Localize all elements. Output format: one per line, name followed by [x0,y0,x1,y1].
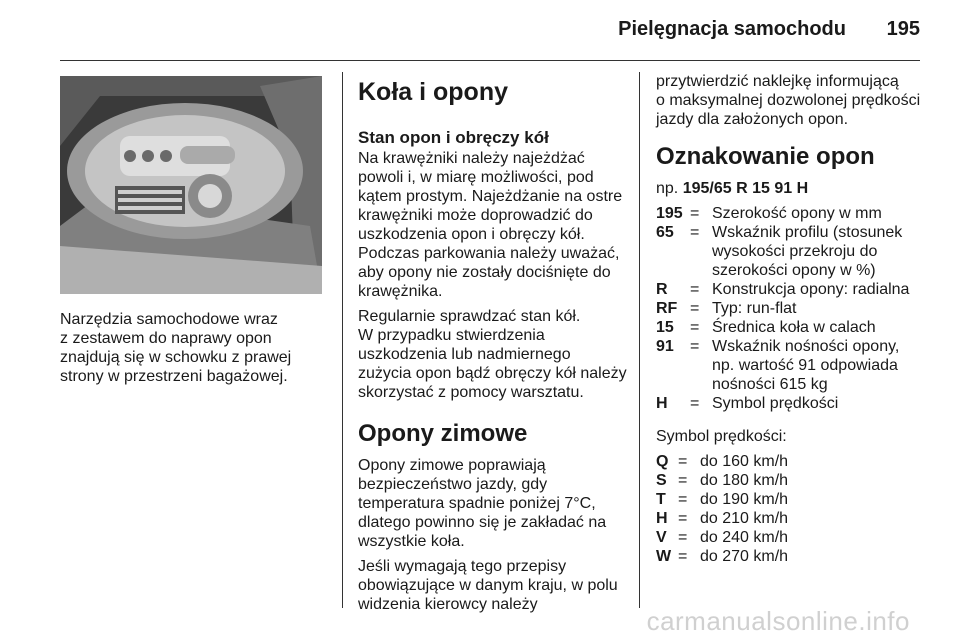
definition-row [656,394,909,413]
marking-example [656,179,926,198]
row-equals: = [690,224,700,241]
speed-row [656,547,788,566]
row-value: do 210 km/h [700,510,789,527]
row-key: RF [656,300,678,317]
heading-tyre-marking: Oznakowanie opon [656,143,875,170]
definition-row [656,280,909,299]
row-value: do 240 km/h [700,529,789,546]
trunk-compartment-illustration [60,76,322,294]
row-value: Wskaźnik nośności opony, np. wartość 91 odpowiada nośności 615 kg [712,338,900,393]
row-equals: = [690,205,700,222]
row-equals: = [678,510,688,527]
paragraph-check: Regularnie sprawdzać stan kół. W przypadku stwierdzenia uszkodzenia lub nadmiernego zużycia opon bądź obręczy kół należy skorzystać z pomocy warsztatu. [358,308,627,401]
row-key: 15 [656,319,674,336]
definition-row [656,204,909,223]
speed-symbol-label: Symbol prędkości: [656,428,787,445]
example-prefix: np. [656,180,679,197]
row-equals: = [678,453,688,470]
left-column [60,72,325,386]
paragraph-winter: Opony zimowe poprawiają bezpieczeństwo jazdy, gdy temperatura spadnie poniżej 7°C, dlatego powinno się je zakładać na wszystkie koła. [358,457,607,550]
watermark: carmanualsonline.info [646,606,910,636]
speed-row [656,471,788,490]
speed-row [656,490,788,509]
paragraph-regulations: Jeśli wymagają tego przepisy obowiązujące w danym kraju, w polu widzenia kierowcy należy [358,558,618,613]
row-equals: = [678,548,688,565]
row-value: Średnica koła w calach [712,319,876,336]
row-key: S [656,472,667,489]
row-equals: = [690,395,700,412]
photo-caption: Narzędzia samochodowe wraz z zestawem do naprawy opon znajdują się w schowku z prawej strony w przestrzeni bagażowej. [60,311,292,385]
definition-row [656,223,909,280]
row-value: Wskaźnik profilu (stosunek wysokości przekroju do szerokości opony w %) [712,224,903,279]
row-value: Szerokość opony w mm [712,205,882,222]
trunk-tool-kit-photo [60,76,322,294]
row-key: 91 [656,338,674,355]
row-value: do 180 km/h [700,472,789,489]
row-key: H [656,395,668,412]
subheading-tyre-condition: Stan opon i obręczy kół [358,128,549,147]
heading-winter-tyres: Opony zimowe [358,420,528,447]
paragraph-curbs: Na krawężniki należy najeżdżać powoli i, w miarę możliwości, pod kątem prostym. Najeżdżanie na ostre krawężniki może doprowadzić do uszkodzenia opon i obręczy kół. Podczas parkowania należy uważać, aby opony nie zostały dociśnięte do krawężnika. [358,150,623,300]
row-equals: = [678,529,688,546]
row-key: W [656,548,672,565]
right-column [656,72,926,580]
row-value: do 270 km/h [700,548,789,565]
page-number: 195 [886,18,920,40]
row-equals: = [678,472,688,489]
speed-row [656,452,788,471]
row-equals: = [690,319,700,336]
column-divider-2 [639,72,640,608]
row-key: T [656,491,666,508]
definition-row [656,318,909,337]
row-key: R [656,281,668,298]
row-value: Symbol prędkości [712,395,839,412]
row-value: do 160 km/h [700,453,789,470]
marking-definitions-table [656,204,909,413]
middle-column [358,72,628,620]
row-value: Konstrukcja opony: radialna [712,281,910,298]
definition-row [656,337,909,394]
speed-row [656,509,788,528]
column-divider-1 [342,72,343,608]
row-equals: = [690,338,700,355]
row-equals: = [690,281,700,298]
definition-row [656,299,909,318]
row-key: H [656,510,668,527]
section-title: Pielęgnacja samochodu [618,18,846,40]
example-code: 195/65 R 15 91 H [682,180,809,197]
row-key: 65 [656,224,674,241]
row-key: V [656,529,667,546]
row-value: do 190 km/h [700,491,789,508]
speed-row [656,528,788,547]
row-equals: = [678,491,688,508]
row-equals: = [690,300,700,317]
row-value: Typ: run-flat [712,300,797,317]
header-divider [60,60,920,61]
row-key: 195 [656,205,683,222]
speed-symbols-table [656,452,788,566]
row-key: Q [656,453,669,470]
paragraph-continuation: przytwierdzić naklejkę informującą o maksymalnej dozwolonej prędkości jazdy dla założonych opon. [656,73,921,128]
heading-wheels-tyres: Koła i opony [358,78,508,106]
